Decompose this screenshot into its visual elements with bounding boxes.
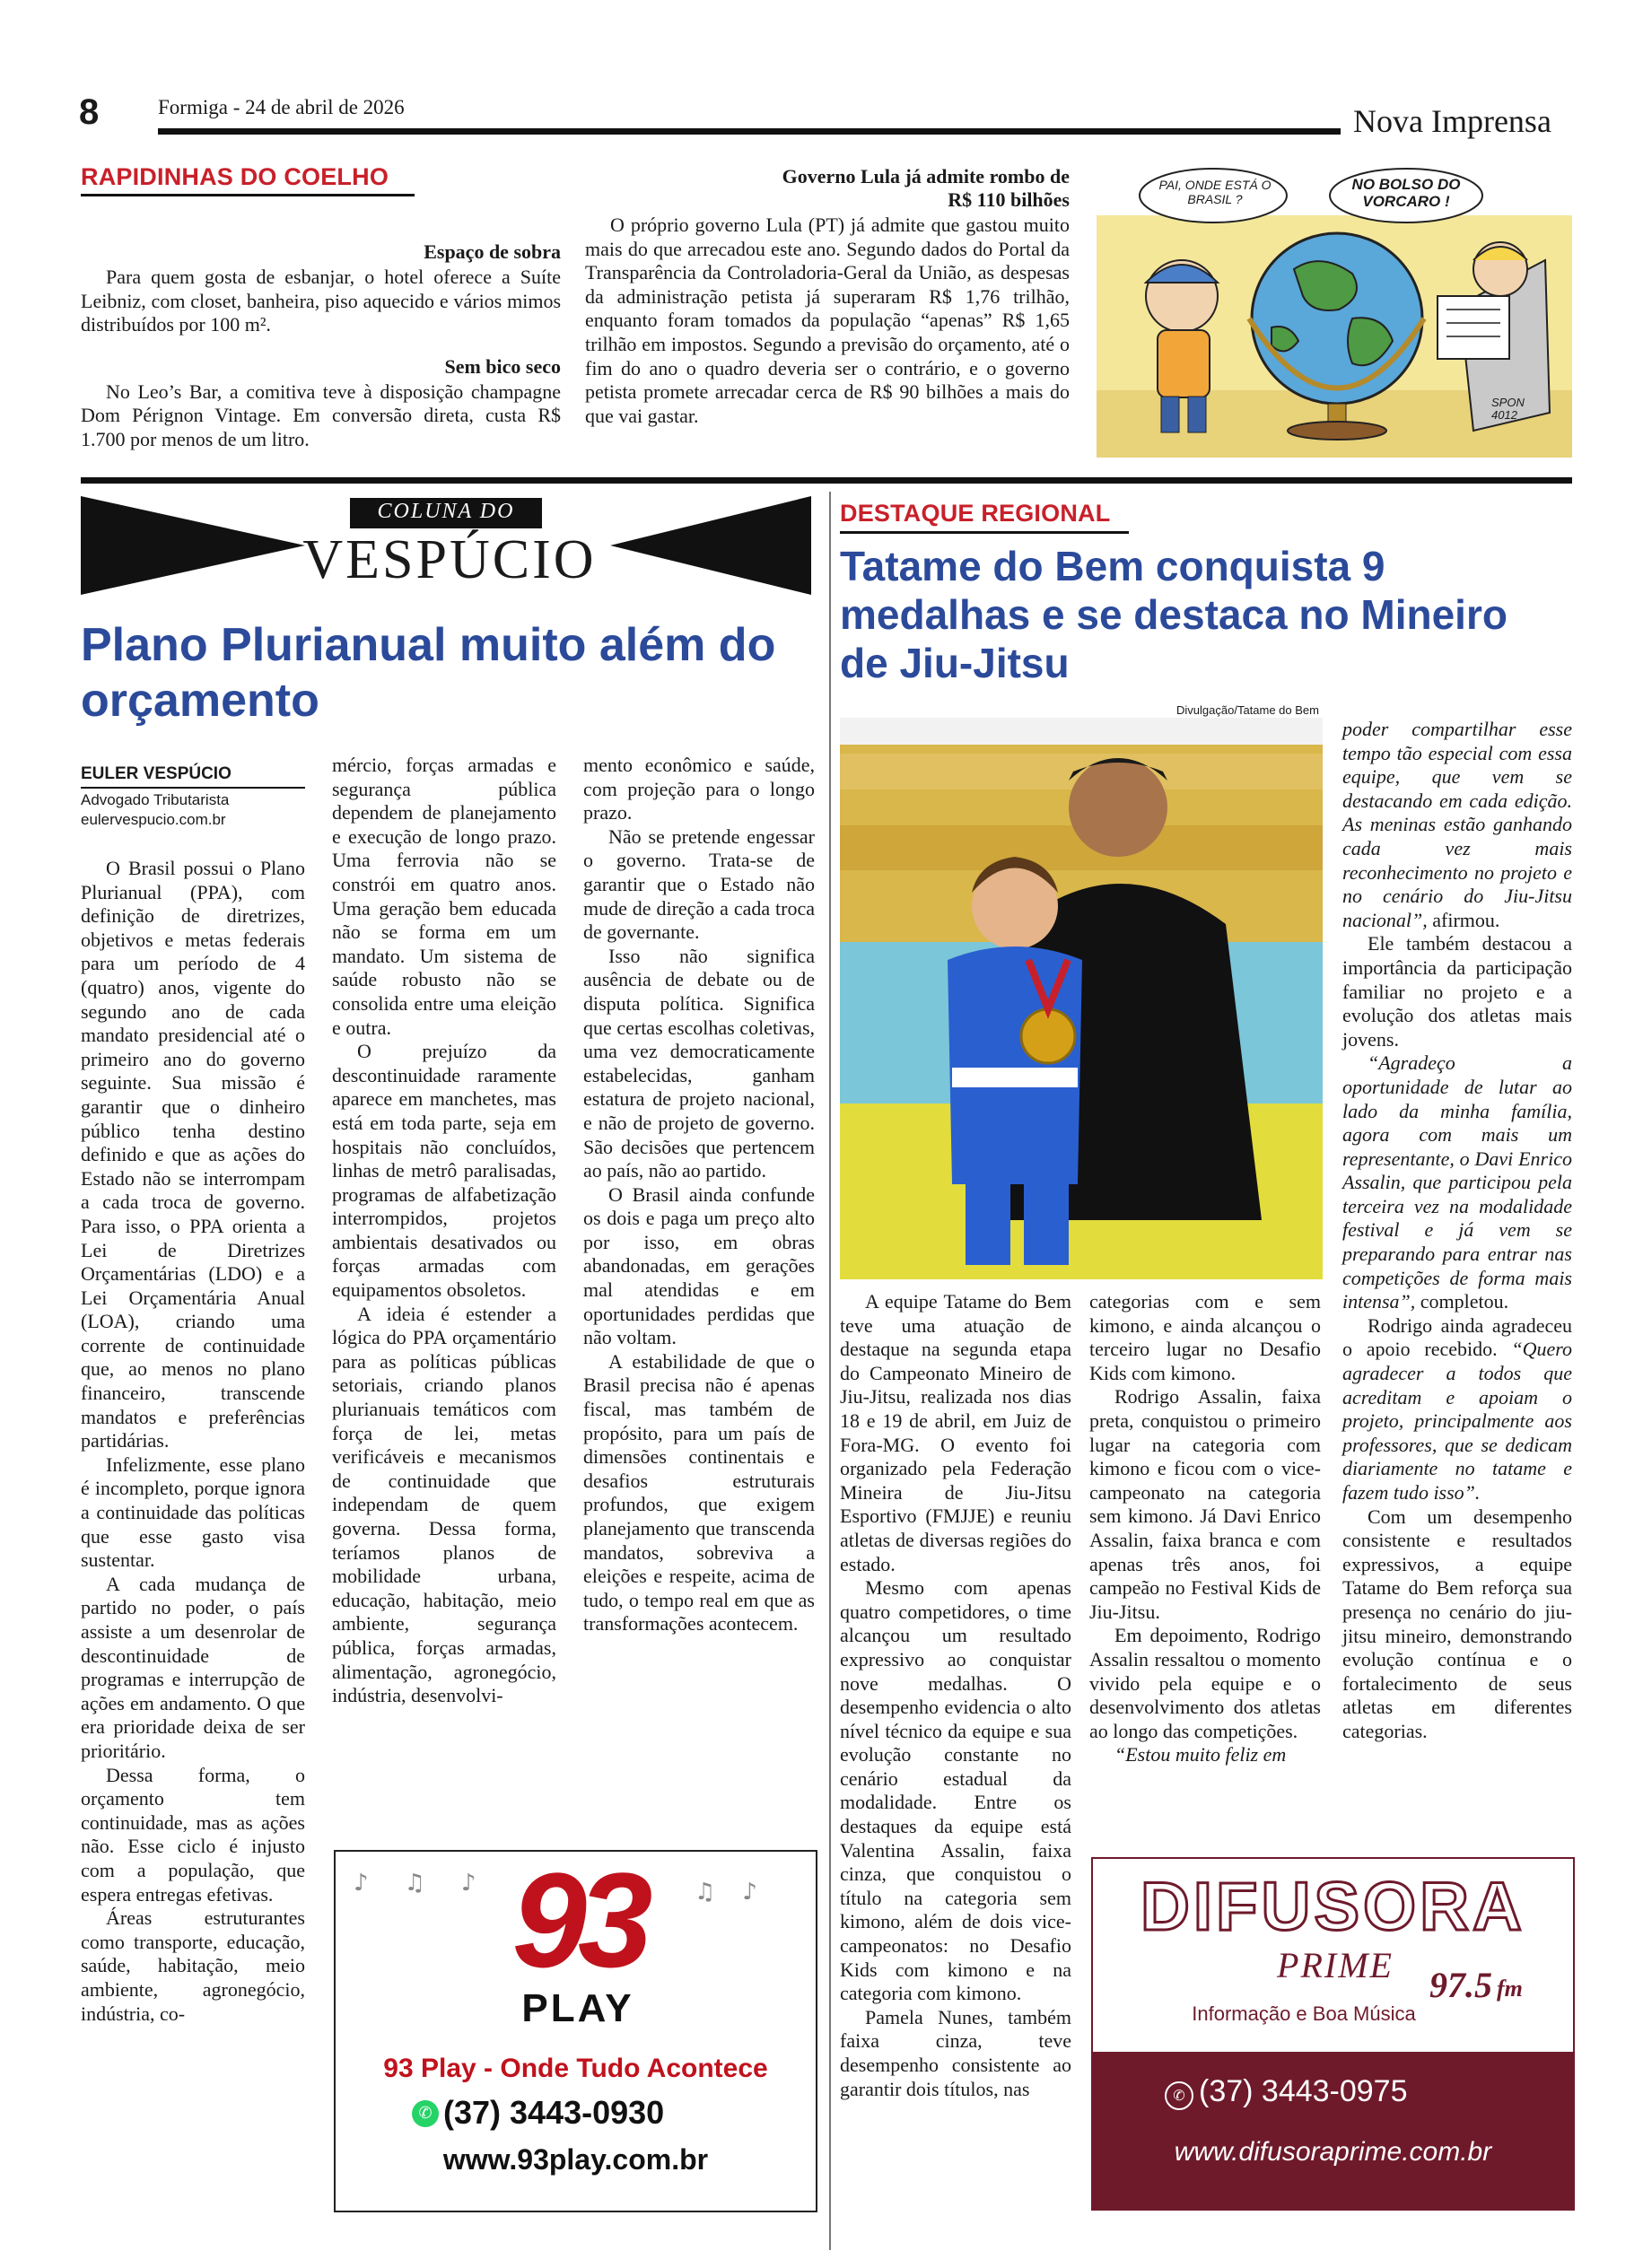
author-site: eulervespucio.com.br bbox=[81, 811, 226, 828]
paragraph: Com um desempenho consistente e resultados expressivos, a equipe Tatame do Bem reforça sua presença no cenário do jiu-jitsu mineiro, demonstrando evolução contínua e o fortalecimento de seus atletas em diferentes categorias. bbox=[1342, 1505, 1572, 1742]
paragraph: Mesmo com apenas quatro competidores, o time alcançou um resultado expressivo ao conquistar nove medalhas. O desempenho evidencia o alto nível técnico da equipe e sua evolução constante no cenário estadual da modalidade. Entre os destaques da equipe está Valentina Assalin, faixa cinza, que conquistou o título na categoria sem kimono, além de dois vice-campeonatos: no Desafio Kids com kimono e na categoria com kimono. bbox=[840, 1576, 1071, 2005]
ad-difusora[interactable] bbox=[1091, 1857, 1575, 2211]
page-number: 8 bbox=[79, 92, 100, 132]
destaque-headline: Tatame do Bem conquista 9 medalhas e se destaca no Mineiro de Jiu-Jitsu bbox=[840, 543, 1508, 686]
difusora-brand: DIFUSORA bbox=[1140, 1869, 1525, 1945]
paragraph: A estabilidade de que o Brasil precisa não é apenas fiscal, mas também de propósito, para um país de dimensões continentais e desafios estruturais profundos, que exigem planejamento que transcenda mandatos, sobreviva a eleições e respeite, acima de tudo, o tempo real em que as transformações acontecem. bbox=[583, 1349, 815, 1636]
paragraph: A equipe Tatame do Bem teve uma atuação de destaque na segunda etapa do Campeonato Mineiro de Jiu-Jitsu, realizada nos dias 18 e 19 de abril, em Juiz de Fora-MG. O evento foi organizado pela Federação Mineira de Jiu-Jitsu Esportivo (FMJJE) e reuniu atletas de diversas regiões do estado. bbox=[840, 1290, 1071, 1575]
rapidinhas-kicker: RAPIDINHAS DO COELHO bbox=[81, 163, 389, 190]
author-role: Advogado Tributarista bbox=[81, 791, 230, 808]
quote-text: poder compartilhar esse tempo tão especial com essa equipe, que vem se destacando em cada edição. As meninas estão ganhando cada vez mais reconhecimento no projeto e no cenário do Jiu-Jitsu nacional”, bbox=[1342, 718, 1572, 931]
ad93-slogan: 93 Play - Onde Tudo Acontece bbox=[383, 2054, 768, 2083]
cartoon-bubble-left: PAI, ONDE ESTÁ O BRASIL ? bbox=[1158, 178, 1272, 206]
difusora-tagline: Informação e Boa Música bbox=[1192, 2002, 1416, 2025]
column-separator bbox=[829, 492, 831, 2250]
ad93-logo-number: 93 bbox=[511, 1850, 644, 1995]
vespucio-col-2 bbox=[332, 754, 556, 1708]
paragraph: Pamela Nunes, também faixa cinza, teve desempenho consistente ao garantir dois títulos, nas bbox=[840, 2005, 1071, 2100]
ad93-phone: (37) 3443-0930 bbox=[443, 2094, 665, 2131]
difusora-sub: PRIME bbox=[1277, 1945, 1394, 1985]
vespucio-col-1 bbox=[81, 857, 305, 2026]
item-title: Espaço de sobra bbox=[424, 240, 561, 263]
paragraph: Dessa forma, o orçamento tem continuidade, mas as ações não. Esse ciclo é injusto com a população, que espera entregas efetivas. bbox=[81, 1763, 305, 1906]
ad-93play[interactable] bbox=[334, 1850, 817, 2212]
destaque-kicker-rule bbox=[840, 531, 1129, 534]
lula-title-1: Governo Lula já admite rombo de bbox=[782, 165, 1070, 188]
photo-credit: Divulgação/Tatame do Bem bbox=[1176, 703, 1319, 717]
difusora-site: www.difusoraprime.com.br bbox=[1174, 2137, 1492, 2167]
paragraph: A cada mudança de partido no poder, o país assiste a um desenrolar de descontinuidade de programas e interrupção de ações em andamento. O que era prioridade deixa de ser prioritário. bbox=[81, 1572, 305, 1762]
whatsapp-icon: ✆ bbox=[1165, 2081, 1193, 2110]
paragraph: O prejuízo da descontinuidade raramente aparece em manchetes, mas está em toda parte, seja em hospitais não concluídos, linhas de metrô paralisadas, programas de alfabetização interrompidos, projetos ambientais desativados ou forças armadas com equipamentos obsoletos. bbox=[332, 1040, 556, 1302]
paragraph: categorias com e sem kimono, e ainda alcançou o terceiro lugar no Desafio Kids com kimono. bbox=[1089, 1290, 1321, 1384]
paragraph: Em depoimento, Rodrigo Assalin ressaltou o momento vivido pela equipe e o desenvolvimento dos atletas ao longo das competições. bbox=[1089, 1624, 1321, 1742]
paragraph: Infelizmente, esse plano é incompleto, porque ignora a continuidade das políticas que esse gasto visa sustentar. bbox=[81, 1452, 305, 1572]
author-name: EULER VESPÚCIO bbox=[81, 764, 232, 783]
paragraph: Ele também destacou a importância da participação familiar no projeto e a evolução dos atletas mais jovens. bbox=[1342, 932, 1572, 1051]
paragraph: mércio, forças armadas e segurança pública dependem de planejamento e execução de longo prazo. Uma ferrovia não se constrói em quatro anos. Uma geração bem educada não se forma em um mandato. Um sistema de saúde robusto não se consolida entre uma eleição e outra. bbox=[332, 754, 556, 1039]
section-rule bbox=[81, 477, 1572, 484]
lula-title-2: R$ 110 bilhões bbox=[948, 188, 1070, 211]
header-rule bbox=[158, 128, 1341, 135]
quote-attribution: afirmou. bbox=[1427, 908, 1500, 931]
paragraph: Rodrigo Assalin, faixa preta, conquistou o primeiro lugar na categoria com kimono e ficou com o vice-campeonato na categoria sem kimono. Já Davi Enrico Assalin, faixa branca e com apenas três anos, foi campeão no Festival Kids de Jiu-Jitsu. bbox=[1089, 1385, 1321, 1623]
paragraph: O Brasil possui o Plano Plurianual (PPA), com definição de diretrizes, objetivos e metas federais para um período de 4 (quatro) anos, vigente do segundo ano de cada mandato presidencial até o primeiro ano do governo seguinte. Sua missão é garantir que o dinheiro público tenha destino definido e que as ações do Estado não se interrompam a cada troca de governo. Para isso, o PPA orienta a Lei de Diretrizes Orçamentárias (LDO) e a Lei Orçamentária Anual (LOA), criando uma corrente de continuidade que, ao menos no plano financeiro, transcende mandatos e preferências partidárias. bbox=[81, 857, 305, 1452]
lula-column bbox=[585, 165, 1070, 428]
cartoon bbox=[1097, 161, 1572, 458]
paragraph: “Estou muito feliz em bbox=[1114, 1743, 1287, 1766]
rapidinhas-column bbox=[81, 240, 561, 452]
quote-text: “Quero agradecer a todos que acreditam e apoiam o projeto, principalmente aos professores, que se dedicam diariamente no tatame e fazem tudo isso”. bbox=[1342, 1338, 1572, 1504]
quote-attribution: completou. bbox=[1415, 1290, 1509, 1313]
quote-text: “Agradeço a oportunidade de lutar ao lado da minha família, agora com mais um representante, o Davi Enrico Assalin, que participou pela terceira vez na modalidade festival e já vem se preparando para entrar nas competições de forma mais intensa”, bbox=[1342, 1051, 1572, 1313]
item-text: No Leo’s Bar, a comitiva teve à disposição champagne Dom Pérignon Vintage. Em conversão direta, custa R$ 1.700 por menos de um litro. bbox=[81, 379, 561, 450]
destaque-col-b bbox=[1089, 1290, 1321, 1767]
rapidinhas-kicker-rule bbox=[81, 194, 415, 196]
vespucio-banner-small: COLUNA DO bbox=[377, 500, 515, 523]
paragraph: A ideia é estender a lógica do PPA orçamentário para as políticas públicas setoriais, criando planos plurianuais temáticos com força de lei, metas verificáveis e mecanismos de continuidade que independam de quem governa. Dessa forma, teríamos planos de mobilidade urbana, educação, habitação, meio ambiente, segurança pública, forças armadas, alimentação, agronegócio, indústria, desenvolvi- bbox=[332, 1302, 556, 1707]
quote-paragraph bbox=[1342, 1314, 1572, 1505]
difusora-phone: (37) 3443-0975 bbox=[1199, 2074, 1408, 2108]
vespucio-banner-big: VESPÚCIO bbox=[302, 529, 597, 590]
paragraph: Áreas estruturantes como transporte, educação, saúde, habitação, meio ambiente, agronegócio, indústria, co- bbox=[81, 1906, 305, 2025]
difusora-freq-unit: fm bbox=[1497, 1976, 1523, 2002]
paragraph: Isso não significa ausência de debate ou de disputa política. Significa que certas escolhas coletivas, uma vez democraticamente estabelecidas, ganham estatura de projeto nacional, e não de projeto de governo. São decisões que pertencem ao país, não ao partido. bbox=[583, 944, 815, 1182]
destaque-kicker: DESTAQUE REGIONAL bbox=[840, 500, 1111, 527]
paragraph: O Brasil ainda confunde os dois e paga um preço alto por isso, em obras abandonadas, em gerações mal atendidas e em oportunidades perdidas que não voltam. bbox=[583, 1182, 815, 1349]
music-notes-decoration-2: ♫♪ bbox=[695, 1879, 784, 1906]
ad93-logo-word: PLAY bbox=[521, 1986, 634, 2030]
author-rule bbox=[81, 787, 305, 789]
destaque-col-a bbox=[840, 1290, 1071, 2101]
lula-text: O próprio governo Lula (PT) já admite que gastou muito mais do que arrecadou este ano. Segundo dados do Portal da Transparência da Controladoria-Geral da União, as despesas da administração petista já superaram R$ 1,76 trilhão, enquanto foram tomados da população “apenas” R$ 1,65 trilhão em impostos. Segundo a previsão do orçamento, até o fim do ano o quadro deveria ser o contrário, e o governo petista promete arrecadar cerca de R$ 90 bilhões a mais do que vai gastar. bbox=[585, 214, 1070, 427]
quote-paragraph bbox=[1342, 718, 1572, 932]
paragraph: mento econômico e saúde, com projeção para o longo prazo. bbox=[583, 754, 815, 824]
photo-jiu-jitsu-athletes bbox=[840, 718, 1323, 1279]
cartoon-signature: SPON 4012 bbox=[1491, 396, 1525, 422]
whatsapp-icon: ✆ bbox=[412, 2100, 439, 2127]
item-title: Sem bico seco bbox=[444, 354, 561, 378]
masthead: Nova Imprensa bbox=[1353, 103, 1551, 139]
vespucio-headline: Plano Plurianual muito além do orçamento bbox=[81, 619, 776, 727]
article-photo bbox=[840, 718, 1323, 1279]
music-notes-decoration: ♪♫♪ bbox=[354, 1870, 512, 1897]
item-text: Para quem gosta de esbanjar, o hotel oferece a Suíte Leibniz, com closet, banheira, piso aquecido e vários mimos distribuídos por 100 m². bbox=[81, 266, 561, 336]
difusora-freq: 97.5 bbox=[1429, 1965, 1492, 2005]
cartoon-bubble-right: NO BOLSO DO VORCARO ! bbox=[1351, 176, 1461, 210]
paragraph: Não se pretende engessar o governo. Trata-se de garantir que o Estado não mude de direção a cada troca de governante. bbox=[583, 824, 815, 944]
paragraph-lead: Rodrigo ainda agradeceu o apoio recebido. bbox=[1342, 1313, 1572, 1361]
dateline: Formiga - 24 de abril de 2026 bbox=[158, 96, 405, 118]
ad93-site: www.93play.com.br bbox=[442, 2143, 709, 2176]
vespucio-banner bbox=[81, 496, 811, 595]
destaque-col-c bbox=[1342, 718, 1572, 1744]
quote-paragraph bbox=[1342, 1051, 1572, 1314]
vespucio-col-3 bbox=[583, 754, 815, 1636]
